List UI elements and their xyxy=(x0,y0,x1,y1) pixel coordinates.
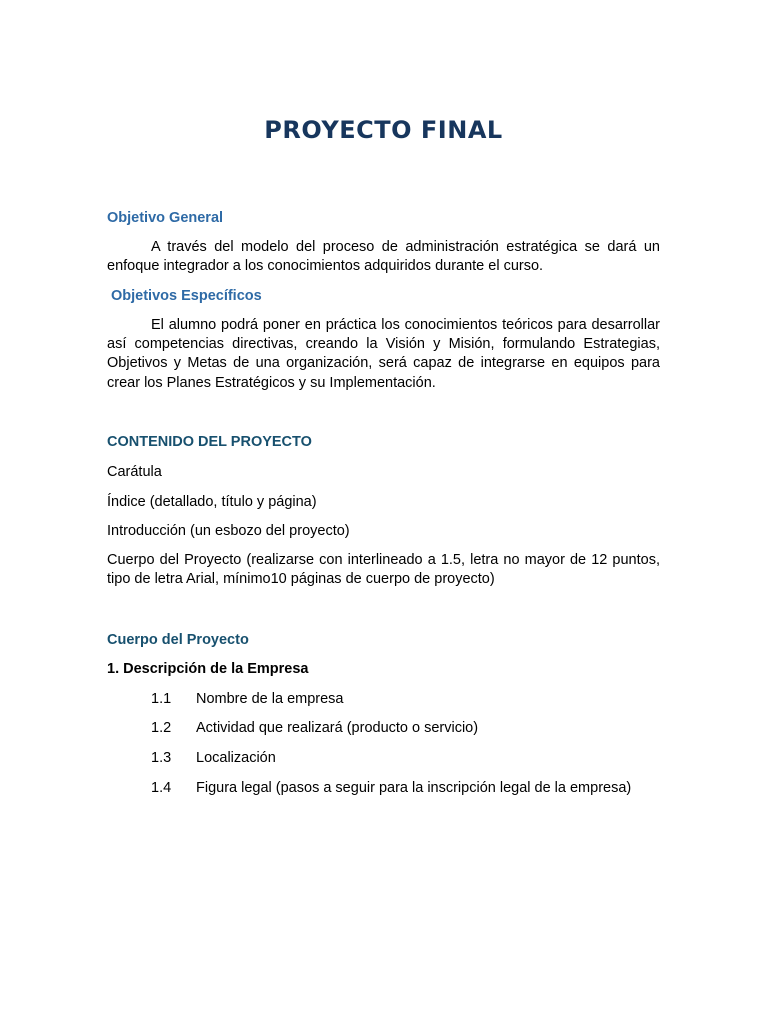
list-item-text: Figura legal (pasos a seguir para la inscripción legal de la empresa) xyxy=(196,780,632,796)
list-item-number: 1.2 xyxy=(151,720,172,736)
list-item-number: 1.3 xyxy=(151,750,172,766)
page-title: PROYECTO FINAL xyxy=(264,116,503,144)
contenido-item-caratula: Carátula xyxy=(107,464,162,480)
objetivos-especificos-heading: Objetivos Específicos xyxy=(111,288,262,304)
list-item xyxy=(151,718,478,738)
contenido-item-cuerpo: Cuerpo del Proyecto (realizarse con interlineado a 1.5, letra no mayor de 12 puntos, tipo de letra Arial, mínimo10 páginas de cuerpo de proyecto) xyxy=(107,552,660,588)
list-item-text: Actividad que realizará (producto o servicio) xyxy=(196,720,479,736)
list-item xyxy=(151,689,344,709)
objetivos-especificos-text: El alumno podrá poner en práctica los conocimientos teóricos para desarrollar así competencias directivas, creando la Visión y Misión, formulando Estrategias, Objetivos y Metas de una organización, será capaz de integrarse en equipos para crear los Planes Estratégicos y su Implementación. xyxy=(107,317,660,391)
list-item-text: Nombre de la empresa xyxy=(196,691,344,707)
list-item xyxy=(151,748,276,768)
list-item-number: 1.1 xyxy=(151,691,172,707)
list-item xyxy=(151,778,631,798)
cuerpo-heading: Cuerpo del Proyecto xyxy=(107,632,249,648)
objetivo-general-heading: Objetivo General xyxy=(107,210,224,226)
contenido-item-introduccion: Introducción (un esbozo del proyecto) xyxy=(107,523,350,539)
contenido-heading: CONTENIDO DEL PROYECTO xyxy=(107,434,312,450)
descripcion-empresa-heading: 1. Descripción de la Empresa xyxy=(107,661,309,677)
contenido-item-indice: Índice (detallado, título y página) xyxy=(107,494,317,510)
list-item-number: 1.4 xyxy=(151,780,172,796)
list-item-text: Localización xyxy=(196,750,276,766)
objetivo-general-text: A través del modelo del proceso de administración estratégica se dará un enfoque integrador a los conocimientos adquiridos durante el curso. xyxy=(107,239,660,275)
